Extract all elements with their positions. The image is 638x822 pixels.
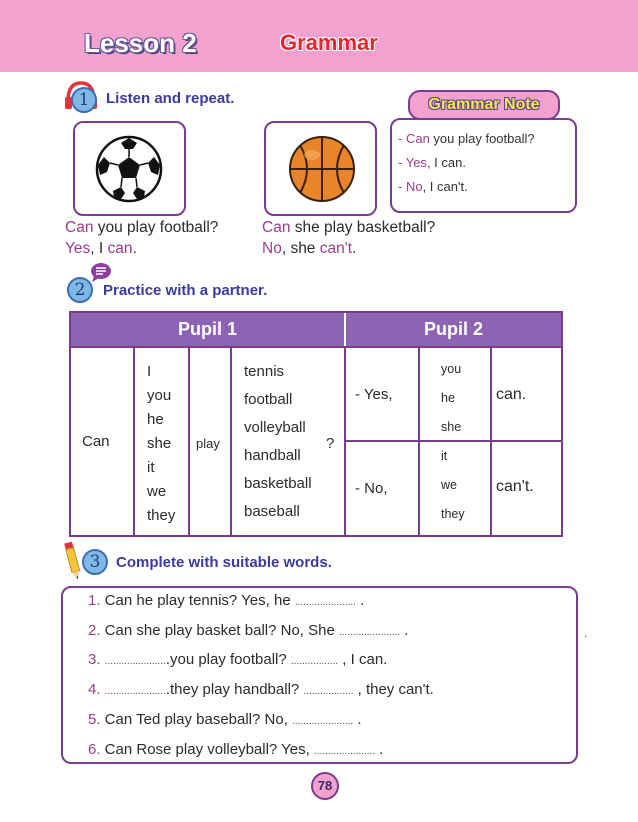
sport-item: tennis [244,363,285,380]
pronoun-item: I [147,363,152,380]
sport-item: volleyball [244,419,306,436]
exercise-item-2: 2. Can she play basket ball? No, She ...................... . [88,622,409,639]
exercise-3-box [61,586,578,764]
table-yes: - Yes, [355,386,393,403]
section-title-grammar: Grammar [280,30,378,55]
sport-item: football [244,391,293,408]
table-play: play [196,436,220,451]
pronoun-item: he [147,411,164,428]
football-picture [73,121,186,216]
caption-football-question: Can you play football? [65,219,219,236]
caption-basketball-answer: No, she can't. [262,240,357,257]
exercise-item-3: 3. .......................you play football? ................. , I can. [88,651,388,668]
grammar-note-line-2: - Yes, I can. [398,155,466,170]
answer-pronoun-item: they [441,507,465,521]
pencil-icon [62,540,84,582]
exercise-number-3: 3 [82,549,108,575]
answer-blank[interactable]: ...................... [294,597,356,608]
exercise-item-4: 4. .......................they play handball? .................. , they can't. [88,681,434,698]
answer-blank[interactable]: ...................... [104,686,166,697]
answer-pronoun-item: you [441,362,462,376]
grammar-note-title: Grammar Note [408,90,560,120]
answer-blank[interactable]: ...................... [339,627,401,638]
table-can: Can [82,433,110,450]
stray-dot: . [584,626,588,640]
speech-bubble-icon [90,262,112,282]
column-divider [133,346,135,537]
exercise-1-title: Listen and repeat. [106,90,235,107]
column-divider [188,346,190,537]
basketball-icon [288,135,356,208]
sport-item: baseball [244,503,300,520]
exercise-item-5: 5. Can Ted play baseball? No, ...................... . [88,711,362,728]
exercise-number-2: 2 [67,277,93,303]
answer-blank[interactable]: ...................... [104,656,166,667]
pronoun-item: she [147,435,172,452]
practice-table [69,311,563,537]
sport-list [244,358,312,526]
answer-pronoun-list [441,355,465,529]
exercise-item-6: 6. Can Rose play volleyball? Yes, ...................... . [88,741,384,758]
answer-pronoun-item: we [441,478,457,492]
exercise-number-1: 1 [71,87,97,113]
basketball-picture [264,121,377,216]
pronoun-item: you [147,387,172,404]
answer-blank[interactable]: ................. [290,656,339,667]
answer-pronoun-item: she [441,420,462,434]
table-header-pupil-1: Pupil 1 [71,313,344,346]
answer-blank[interactable]: ...................... [313,746,376,757]
pronoun-item: it [147,459,155,476]
answer-pronoun-item: he [441,391,455,405]
header-bottom-line [71,346,561,348]
pronoun-list [147,360,175,528]
caption-football-answer: Yes, I can. [65,240,137,257]
pronoun-item: they [147,507,176,524]
table-can-answer: can. [496,386,527,403]
header-divider [344,313,346,346]
grammar-note-line-3: - No, I can't. [398,179,468,194]
column-divider [230,346,232,537]
table-question-mark: ? [326,435,335,452]
table-header-pupil-2: Pupil 2 [346,313,561,346]
caption-basketball-question: Can she play basketball? [262,219,436,236]
football-icon [95,135,163,208]
exercise-2-title: Practice with a partner. [103,282,268,299]
page-number: 78 [311,772,339,800]
sport-item: basketball [244,475,312,492]
pronoun-item: we [147,483,167,500]
exercise-3-title: Complete with suitable words. [116,554,332,571]
answer-pronoun-item: it [441,449,448,463]
lesson-title: Lesson 2 [84,28,197,58]
table-cant-answer: can't. [496,478,534,495]
grammar-note-line-1: - Can you play football? [398,131,535,146]
answer-blank[interactable]: .................. [303,686,354,697]
answer-blank[interactable]: ...................... [292,716,354,727]
exercise-item-1: 1. Can he play tennis? Yes, he ...................... . [88,592,365,609]
sport-item: handball [244,447,301,464]
table-no: - No, [355,480,388,497]
